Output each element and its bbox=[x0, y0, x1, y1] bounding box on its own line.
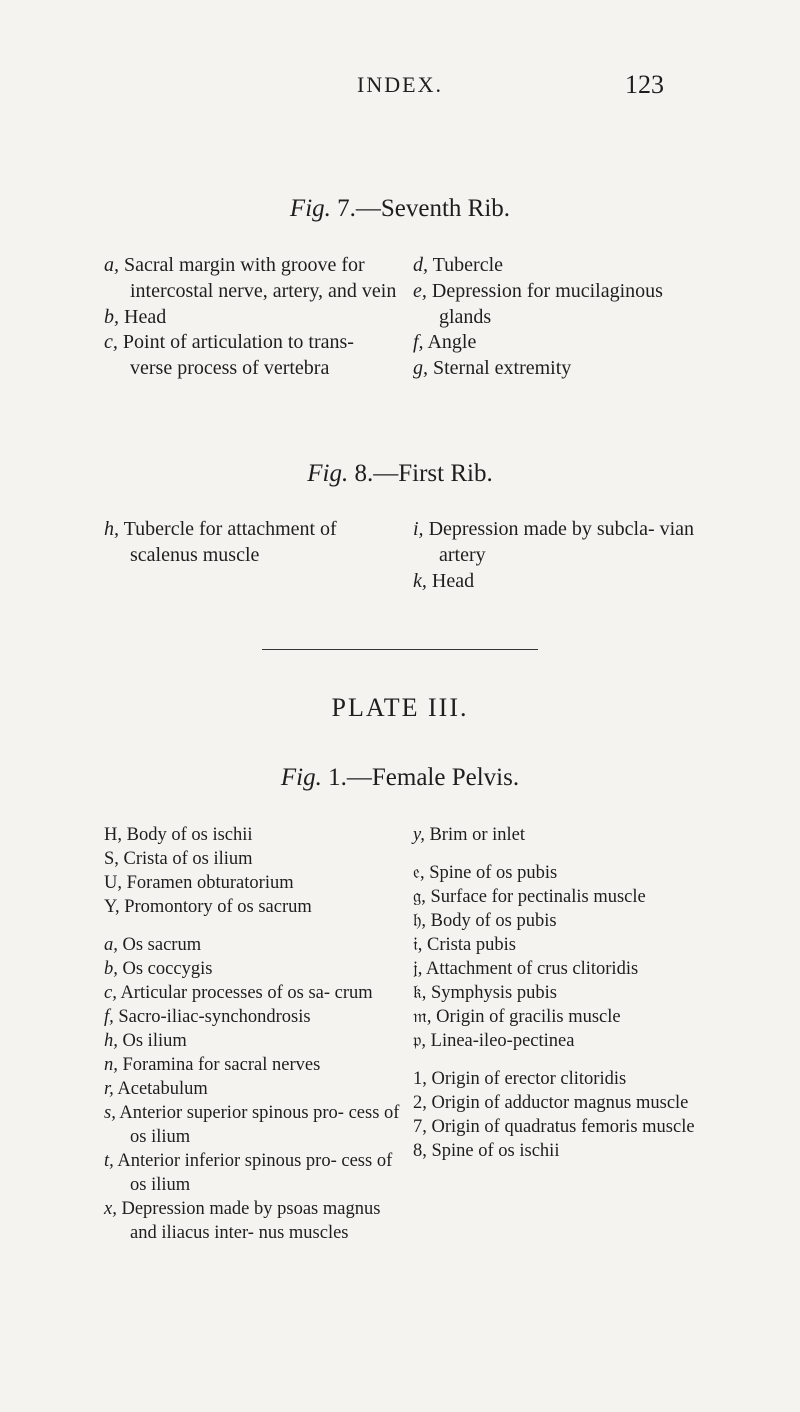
entry-text: Crista of os ilium bbox=[118, 849, 253, 869]
spacer bbox=[413, 847, 713, 861]
entry-letter: e, bbox=[413, 279, 427, 302]
entry-text: Attachment of crus clitoridis bbox=[422, 959, 639, 979]
page-number: 123 bbox=[625, 70, 664, 99]
index-entry bbox=[104, 1053, 404, 1077]
entry-text: Sternal extremity bbox=[428, 357, 572, 380]
entry-text: Os ilium bbox=[117, 1031, 187, 1051]
entry-text: Sacral margin with groove for intercostal nerve, artery, and vein bbox=[119, 254, 397, 302]
index-entry bbox=[413, 1139, 713, 1163]
entry-text: Angle bbox=[423, 331, 477, 354]
entry-letter: 1, bbox=[413, 1069, 427, 1089]
entry-text: Articular processes of os sa- crum bbox=[116, 983, 373, 1003]
index-entry bbox=[104, 1197, 404, 1245]
entry-text: Head bbox=[119, 305, 167, 328]
entry-letter: h, bbox=[104, 518, 119, 540]
entry-letter: b, bbox=[104, 305, 119, 328]
entry-text: Head bbox=[426, 569, 475, 592]
fig1-title-fig: Fig. bbox=[280, 764, 322, 791]
entry-text: Promontory of os sacrum bbox=[119, 897, 312, 917]
entry-letter: x, bbox=[104, 1199, 117, 1219]
entry-text: Crista pubis bbox=[422, 935, 516, 955]
entry-letter: 7, bbox=[413, 1117, 427, 1137]
index-entry bbox=[104, 1005, 404, 1029]
entry-text: Foramina for sacral nerves bbox=[117, 1055, 321, 1075]
entry-text: Depression for mucilaginous glands bbox=[426, 279, 663, 328]
fig8-right-column bbox=[413, 517, 703, 594]
entry-text: Surface for pectinalis muscle bbox=[425, 887, 646, 907]
index-entry bbox=[104, 1029, 404, 1053]
entry-text: Origin of adductor magnus muscle bbox=[426, 1093, 689, 1113]
fig1-title bbox=[0, 764, 800, 792]
entry-letter: f, bbox=[413, 331, 424, 354]
entry-text: Body of os ischii bbox=[122, 825, 253, 845]
index-entry bbox=[104, 1149, 404, 1197]
entry-letter: 𝔢, bbox=[413, 863, 425, 883]
fig8-title-fig: Fig. bbox=[307, 460, 349, 487]
entry-text: Spine of os pubis bbox=[424, 863, 558, 883]
entry-text: Tubercle for attachment of scalenus muscle bbox=[119, 518, 337, 566]
fig8-title-rest: 8.—First Rib. bbox=[354, 460, 493, 487]
index-entry bbox=[104, 305, 400, 331]
fig1-title-rest: 1.—Female Pelvis. bbox=[328, 764, 520, 791]
index-entry bbox=[413, 861, 713, 885]
entry-letter: g, bbox=[413, 357, 428, 380]
index-entry bbox=[104, 1101, 404, 1149]
entry-letter: 𝔤, bbox=[413, 887, 426, 907]
fig1-left-column bbox=[104, 823, 404, 1245]
fig8-left-column bbox=[104, 517, 404, 569]
entry-text: Foramen obturatorium bbox=[122, 873, 294, 893]
entry-letter: h, bbox=[104, 1031, 118, 1051]
entry-letter: 𝔥, bbox=[413, 911, 427, 931]
entry-text: Os coccygis bbox=[117, 959, 213, 979]
entry-text: Symphysis pubis bbox=[426, 983, 557, 1003]
entry-text: Linea-ileo-pectinea bbox=[426, 1031, 575, 1051]
fig7-title-rest: 7.—Seventh Rib. bbox=[337, 195, 511, 222]
index-entry bbox=[104, 847, 404, 871]
entry-letter: 2, bbox=[413, 1093, 427, 1113]
entry-text: Anterior inferior spinous pro- cess of os ilium bbox=[113, 1151, 393, 1195]
entry-text: Depression made by psoas magnus and iliacus inter- nus muscles bbox=[116, 1199, 381, 1243]
entry-letter: 8, bbox=[413, 1141, 427, 1161]
entry-text: Sacro-iliac-synchondrosis bbox=[113, 1007, 311, 1027]
section-divider bbox=[262, 649, 538, 650]
entry-letter: n, bbox=[104, 1055, 118, 1075]
entry-text: Spine of os ischii bbox=[426, 1141, 560, 1161]
spacer bbox=[413, 1053, 713, 1067]
entry-text: Origin of erector clitoridis bbox=[426, 1069, 627, 1089]
index-entry bbox=[413, 330, 703, 356]
index-entry bbox=[413, 253, 703, 279]
index-entry bbox=[413, 1067, 713, 1091]
entry-text: Tubercle bbox=[428, 254, 503, 276]
fig7-right-column bbox=[413, 253, 703, 382]
entry-text: Anterior superior spinous pro- cess of os ilium bbox=[115, 1103, 400, 1147]
plate-title: PLATE III. bbox=[331, 693, 469, 722]
entry-letter: f, bbox=[104, 1007, 114, 1027]
entry-letter: 𝔦, bbox=[413, 935, 423, 955]
index-entry bbox=[104, 981, 404, 1005]
index-entry bbox=[413, 823, 713, 847]
index-entry bbox=[413, 1115, 713, 1139]
index-entry bbox=[413, 1029, 713, 1053]
index-entry bbox=[104, 1077, 404, 1101]
entry-letter: i, bbox=[413, 518, 424, 540]
fig7-left-column bbox=[104, 253, 400, 382]
index-entry bbox=[104, 871, 404, 895]
entry-text: Origin of quadratus femoris muscle bbox=[426, 1117, 695, 1137]
index-entry bbox=[413, 1005, 713, 1029]
entry-letter: r, bbox=[104, 1079, 114, 1099]
index-entry bbox=[413, 569, 703, 595]
index-entry bbox=[413, 517, 703, 569]
entry-letter: 𝔭, bbox=[413, 1031, 427, 1051]
entry-letter: c, bbox=[104, 983, 117, 1003]
entry-letter: a, bbox=[104, 935, 118, 955]
running-header: INDEX. bbox=[357, 72, 443, 97]
index-entry bbox=[104, 895, 404, 919]
fig1-right-column bbox=[413, 823, 713, 1163]
entry-letter: b, bbox=[104, 959, 118, 979]
entry-text: Point of articulation to trans- verse process of vertebra bbox=[117, 331, 354, 380]
entry-letter: Y, bbox=[104, 897, 120, 917]
spacer bbox=[104, 919, 404, 933]
entry-text: Os sacrum bbox=[117, 935, 202, 955]
entry-letter: d, bbox=[413, 254, 428, 276]
fig7-title bbox=[0, 195, 800, 223]
index-entry bbox=[104, 957, 404, 981]
index-entry bbox=[104, 823, 404, 847]
entry-text: Brim or inlet bbox=[424, 825, 526, 845]
entry-letter: S, bbox=[104, 849, 119, 869]
index-entry bbox=[413, 909, 713, 933]
index-entry bbox=[104, 933, 404, 957]
index-entry bbox=[413, 957, 713, 981]
index-entry bbox=[413, 356, 703, 382]
entry-text: Acetabulum bbox=[113, 1079, 208, 1099]
entry-text: Body of os pubis bbox=[426, 911, 557, 931]
index-entry bbox=[413, 279, 703, 331]
entry-text: Origin of gracilis muscle bbox=[431, 1007, 621, 1027]
entry-letter: t, bbox=[104, 1151, 114, 1171]
entry-letter: 𝔪, bbox=[413, 1007, 432, 1027]
entry-letter: s, bbox=[104, 1103, 116, 1123]
index-entry bbox=[104, 517, 404, 569]
entry-letter: a, bbox=[104, 254, 119, 276]
fig8-title bbox=[0, 460, 800, 488]
fig7-title-fig: Fig. bbox=[289, 195, 331, 222]
index-entry bbox=[413, 981, 713, 1005]
index-entry bbox=[413, 885, 713, 909]
entry-letter: U, bbox=[104, 873, 122, 893]
entry-letter: H, bbox=[104, 825, 122, 845]
entry-text: Depression made by subcla- vian artery bbox=[423, 518, 695, 566]
index-entry bbox=[413, 933, 713, 957]
index-entry bbox=[104, 330, 400, 382]
entry-letter: 𝔨, bbox=[413, 983, 427, 1003]
entry-letter: y, bbox=[413, 825, 425, 845]
index-entry bbox=[104, 253, 400, 305]
entry-letter: k, bbox=[413, 569, 427, 592]
entry-letter: 𝔧, bbox=[413, 959, 423, 979]
entry-letter: c, bbox=[104, 331, 118, 354]
index-entry bbox=[413, 1091, 713, 1115]
